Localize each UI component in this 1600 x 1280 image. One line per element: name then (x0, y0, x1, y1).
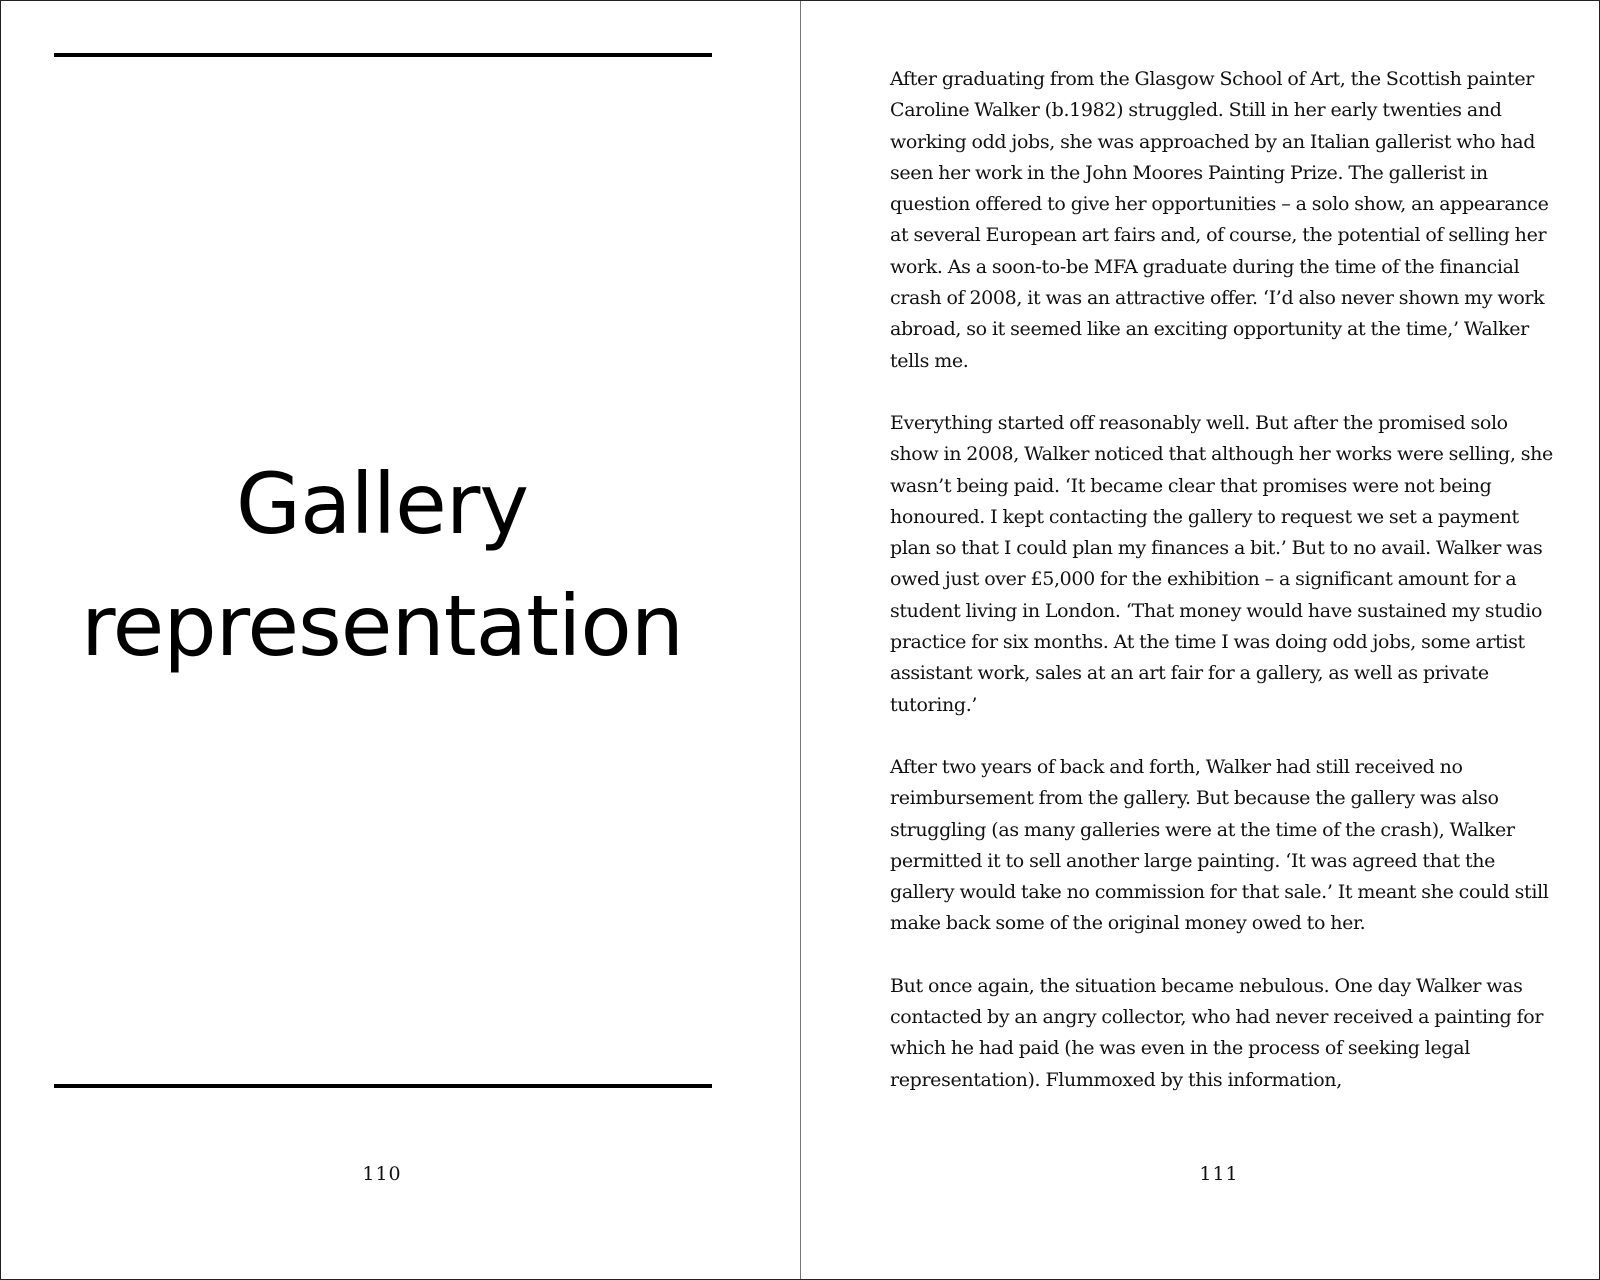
chapter-title (31, 443, 733, 687)
top-rule (54, 53, 712, 57)
page-number-left: 110 (362, 1163, 402, 1185)
paragraph: After graduating from the Glasgow School of Art, the Scottish painter Caroline Walker (b.1982) struggled. Still in her early twenties and working odd jobs, she was approached by an Italian gallerist who had seen her work in the John Moores Painting Prize. The gallerist in question offered to give her opportunities – a solo show, an appearance at several European art fairs and, of course, the potential of selling her work. As a soon-to-be MFA graduate during the time of the financial crash of 2008, it was an attractive offer. ‘I’d also never shown my work abroad, so it seemed like an exciting opportunity at the time,’ Walker tells me. (890, 68, 1549, 372)
chapter-title-line-1: Gallery (235, 455, 529, 553)
paragraph: Everything started off reasonably well. But after the promised solo show in 2008, Walker noticed that although her works were selling, she wasn’t being paid. ‘It became clear that promises were not being honoured. I kept contacting the gallery to request we set a payment plan so that I could plan my finances a bit.’ But to no avail. Walker was owed just over £5,000 for the exhibition – a significant amount for a student living in London. ‘That money would have sustained my studio practice for six months. At the time I was doing odd jobs, some artist assistant work, sales at an art fair for a gallery, as well as private tutoring.’ (890, 411, 1553, 716)
paragraph: But once again, the situation became nebulous. One day Walker was contacted by an angry collector, who had never received a painting for which he had paid (he was even in the process of seeking legal representation). Flummoxed by this information, (890, 974, 1544, 1091)
left-page (1, 1, 800, 1279)
bottom-rule (54, 1084, 712, 1088)
paragraph: After two years of back and forth, Walker had still received no reimbursement from the gallery. But because the gallery was also struggling (as many galleries were at the time of the crash), Walker permitted it to sell another large painting. ‘It was agreed that the gallery would take no commission for that sale.’ It meant she could still make back some of the original money owed to her. (890, 755, 1549, 935)
page-number-right: 111 (1199, 1163, 1239, 1185)
right-page (801, 1, 1599, 1279)
body-text (890, 64, 1556, 1096)
chapter-title-line-2: representation (80, 577, 684, 675)
